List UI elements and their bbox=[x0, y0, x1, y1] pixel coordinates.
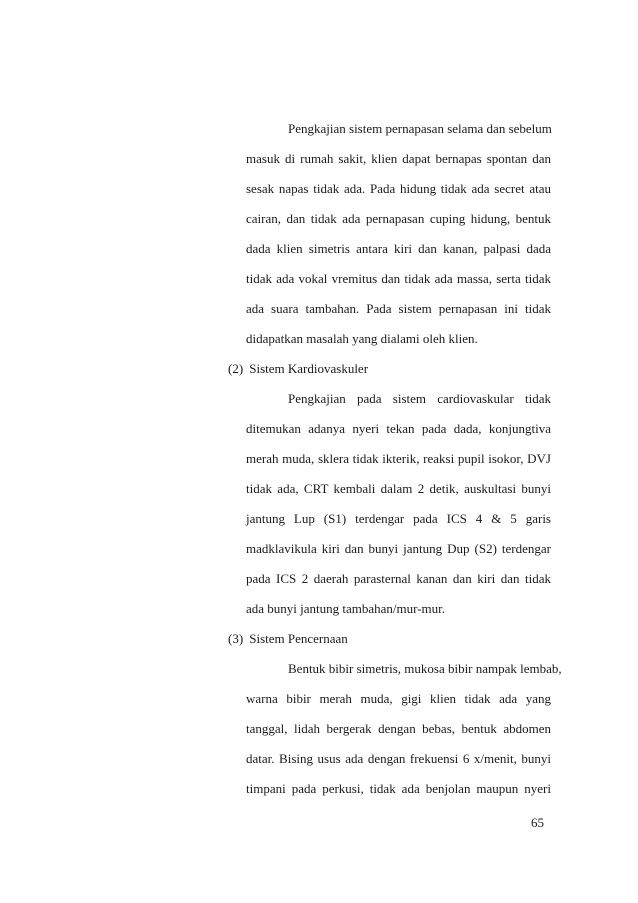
section-2-number: (2) bbox=[228, 361, 244, 376]
kardio-line-3: merah muda, sklera tidak ikterik, reaksi pupil isokor, DVJ bbox=[246, 451, 551, 466]
pencernaan-line-3: tanggal, lidah bergerak dengan bebas, bentuk abdomen bbox=[246, 721, 551, 736]
pencernaan-line-5: timpani pada perkusi, tidak ada benjolan maupun nyeri bbox=[246, 781, 551, 796]
respirasi-line-1: Pengkajian sistem pernapasan selama dan sebelum bbox=[288, 121, 552, 136]
respirasi-line-5: dada klien simetris antara kiri dan kanan, palpasi dada bbox=[246, 241, 551, 256]
respirasi-line-2: masuk di rumah sakit, klien dapat bernapas spontan dan bbox=[246, 151, 551, 166]
kardio-line-2: ditemukan adanya nyeri tekan pada dada, konjungtiva bbox=[246, 421, 551, 436]
kardio-line-8: ada bunyi jantung tambahan/mur-mur. bbox=[246, 601, 446, 616]
kardio-line-1: Pengkajian pada sistem cardiovaskular tidak bbox=[288, 391, 551, 406]
respirasi-line-3: sesak napas tidak ada. Pada hidung tidak ada secret atau bbox=[246, 181, 551, 196]
page-number: 65 bbox=[531, 815, 544, 830]
pencernaan-line-2: warna bibir merah muda, gigi klien tidak ada yang bbox=[246, 691, 551, 706]
kardio-line-6: madklavikula kiri dan bunyi jantung Dup (S2) terdengar bbox=[246, 541, 551, 556]
pencernaan-line-4: datar. Bising usus ada dengan frekuensi 6 x/menit, bunyi bbox=[246, 751, 551, 766]
section-3-heading bbox=[228, 631, 348, 647]
section-3-number: (3) bbox=[228, 631, 244, 646]
section-2-heading bbox=[228, 361, 368, 377]
respirasi-line-6: tidak ada vokal vremitus dan tidak ada massa, serta tidak bbox=[246, 271, 551, 286]
section-2-title: Sistem Kardiovaskuler bbox=[249, 361, 369, 376]
kardio-line-5: jantung Lup (S1) terdengar pada ICS 4 & 5 garis bbox=[246, 511, 551, 526]
pencernaan-line-1: Bentuk bibir simetris, mukosa bibir nampak lembab, bbox=[288, 661, 562, 676]
respirasi-line-7: ada suara tambahan. Pada sistem pernapasan ini tidak bbox=[246, 301, 551, 316]
kardio-line-4: tidak ada, CRT kembali dalam 2 detik, auskultasi bunyi bbox=[246, 481, 551, 496]
respirasi-line-8: didapatkan masalah yang dialami oleh klien. bbox=[246, 331, 478, 346]
section-3-title: Sistem Pencernaan bbox=[249, 631, 348, 646]
kardio-line-7: pada ICS 2 daerah parasternal kanan dan kiri dan tidak bbox=[246, 571, 551, 586]
respirasi-line-4: cairan, dan tidak ada pernapasan cuping hidung, bentuk bbox=[246, 211, 551, 226]
